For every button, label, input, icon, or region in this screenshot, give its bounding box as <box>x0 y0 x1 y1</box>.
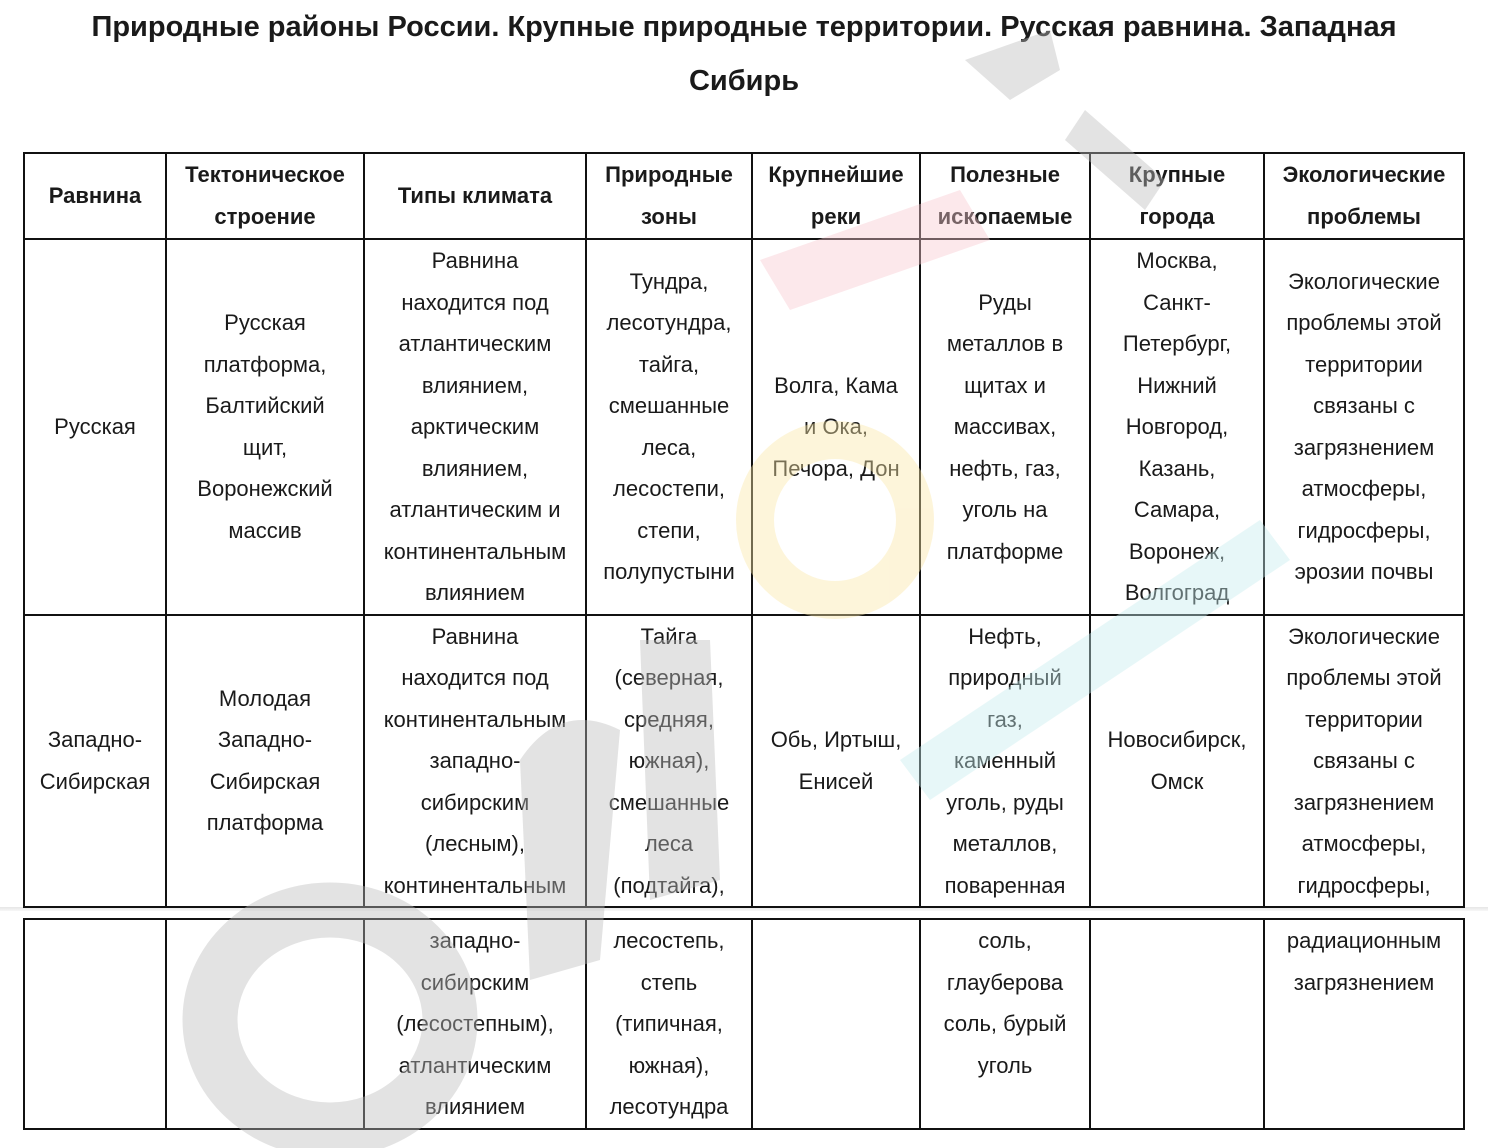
table-cell: Равнина находится под атлантическим влиянием, арктическим влиянием, атлантическим и континентальным влиянием <box>364 239 586 615</box>
table-cell: соль, глауберова соль, бурый уголь <box>920 919 1090 1129</box>
table-cell: Равнина находится под континентальным западно- сибирским (лесным), континентальным <box>364 615 586 908</box>
table-cell: Волга, Кама и Ока, Печора, Дон <box>752 239 920 615</box>
table-cell: Русская <box>24 239 166 615</box>
table-cell: Тайга (северная, средняя, южная), смешанные леса (подтайга), <box>586 615 752 908</box>
table-cell: Руды металлов в щитах и массивах, нефть, газ, уголь на платформе <box>920 239 1090 615</box>
table-cell <box>1090 919 1264 1129</box>
table-cell: Тундра, лесотундра, тайга, смешанные леса, лесостепи, степи, полупустыни <box>586 239 752 615</box>
table-cell: западно- сибирским (лесостепным), атлантическим влиянием <box>364 919 586 1129</box>
header-ecology: Экологические проблемы <box>1264 153 1464 239</box>
plains-table <box>23 152 1465 908</box>
plains-table-continuation <box>23 918 1465 1130</box>
table-header-row <box>24 153 1464 239</box>
table-cell: Русская платформа, Балтийский щит, Воронежский массив <box>166 239 364 615</box>
table-cell: радиационным загрязнением <box>1264 919 1464 1129</box>
table-row <box>24 919 1464 1129</box>
page-title: Природные районы России. Крупные природные территории. Русская равнина. Западная Сибирь <box>91 11 1397 97</box>
table-cell: Новосибирск, Омск <box>1090 615 1264 908</box>
table-cell: Западно- Сибирская <box>24 615 166 908</box>
table-cell <box>24 919 166 1129</box>
table-cell: Обь, Иртыш, Енисей <box>752 615 920 908</box>
table-cell <box>752 919 920 1129</box>
header-tectonics: Тектоническое строение <box>166 153 364 239</box>
table-row <box>24 615 1464 908</box>
header-minerals: Полезные ископаемые <box>920 153 1090 239</box>
table-cell: Москва, Санкт- Петербург, Нижний Новгород, Казань, Самара, Воронеж, Волгоград <box>1090 239 1264 615</box>
table-cell: Молодая Западно- Сибирская платформа <box>166 615 364 908</box>
table-cell: Экологические проблемы этой территории связаны с загрязнением атмосферы, гидросферы, эрозии почвы <box>1264 239 1464 615</box>
header-rivers: Крупнейшие реки <box>752 153 920 239</box>
table-cell: лесостепь, степь (типичная, южная), лесотундра <box>586 919 752 1129</box>
header-cities: Крупные города <box>1090 153 1264 239</box>
table-cell: Экологические проблемы этой территории связаны с загрязнением атмосферы, гидросферы, <box>1264 615 1464 908</box>
table-cell <box>166 919 364 1129</box>
table-cell: Нефть, природный газ, каменный уголь, руды металлов, поваренная <box>920 615 1090 908</box>
table-row <box>24 239 1464 615</box>
header-climate: Типы климата <box>364 153 586 239</box>
header-plain: Равнина <box>24 153 166 239</box>
header-natural-zones: Природные зоны <box>586 153 752 239</box>
